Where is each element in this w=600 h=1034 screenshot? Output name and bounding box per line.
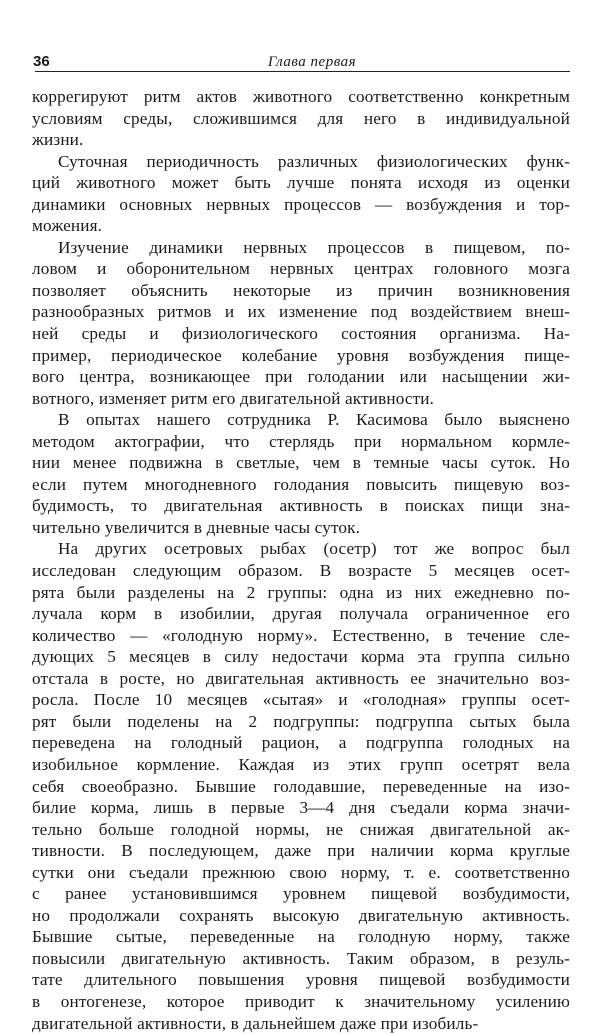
text-line: условиям среды, сложившимся для него в индивидуальной: [32, 108, 570, 128]
running-head: [33, 52, 571, 72]
text-line: дующих 5 месяцев в силу недостачи корма эта группа сильно: [32, 647, 570, 667]
text-line: повысили двигательную активность. Таким образом, в резуль-: [32, 948, 570, 968]
text-line: вого центра, возникающее при голодании или насыщении жи-: [32, 367, 570, 387]
paragraph: [32, 538, 570, 1034]
page-number: 36: [33, 53, 50, 70]
text-line: рята были разделены на 2 группы: одна из них ежедневно по-: [32, 582, 570, 602]
text-line: можения.: [32, 216, 103, 236]
text-line: тате длительного повышения уровня пищевой возбудимости: [32, 970, 570, 990]
text-line: нии менее подвижна в светлые, чем в темные часы суток. Но: [32, 453, 570, 473]
paragraph: [32, 237, 570, 409]
paragraph: [32, 409, 570, 538]
text-line: Изучение динамики нервных процессов в пищевом, по-: [58, 237, 570, 257]
text-line: исследован следующим образом. В возрасте 5 месяцев осет-: [32, 561, 570, 581]
text-line: пример, периодическое колебание уровня возбуждения пище-: [32, 345, 570, 365]
body-text: [32, 86, 570, 1034]
chapter-title: Глава первая: [267, 54, 357, 70]
text-line: жизни.: [32, 130, 84, 150]
paragraph: [32, 151, 570, 237]
text-line: вотного, изменяет ритм его двигательной активности.: [32, 388, 435, 408]
text-line: позволяет объяснить некоторые из причин возникновения: [32, 280, 570, 300]
text-line: методом актографии, что стерлядь при нормальном кормле-: [32, 431, 570, 451]
text-line: чительно увеличится в дневные часы суток.: [32, 517, 361, 537]
text-line: двигательной активности, в дальнейшем даже при изобиль-: [32, 1013, 479, 1033]
text-line: тивности. В последующем, даже при наличии корма круглые: [32, 841, 570, 861]
text-line: разнообразных ритмов и их изменение под воздействием внеш-: [32, 302, 570, 322]
text-line: себя своеобразно. Бывшие голодавшие, переведенные на изо-: [32, 776, 570, 796]
text-line: ловом и оборонительном нервных центрах головного мозга: [32, 259, 570, 279]
text-line: если путем многодневного голодания повысить пищевую воз-: [32, 474, 570, 494]
text-line: билие корма, лишь в первые 3—4 дня съедали корма значи-: [32, 798, 570, 818]
header-rule: [35, 71, 570, 72]
text-line: переведена на голодный рацион, а подгруппа голодных на: [32, 733, 570, 753]
text-line: В опытах нашего сотрудника Р. Касимова было выяснено: [58, 410, 570, 430]
text-line: На других осетровых рыбах (осетр) тот же вопрос был: [58, 539, 570, 559]
text-line: динамики основных нервных процессов — возбуждения и тор-: [32, 194, 570, 214]
text-line: Суточная периодичность различных физиологических функ-: [58, 151, 570, 171]
text-line: но продолжали сохранять высокую двигательную активность.: [32, 905, 570, 925]
text-line: коррегируют ритм актов животного соответственно конкретным: [32, 87, 570, 106]
text-line: в онтогенезе, которое приводит к значительному усилению: [32, 991, 570, 1011]
text-line: сутки они съедали прежнюю свою норму, т. е. соответственно: [32, 862, 570, 882]
text-line: лучала корм в изобилии, другая получала ограниченное его: [32, 604, 570, 624]
text-line: Бывшие сытые, переведенные на голодную норму, также: [32, 927, 570, 947]
text-line: с ранее установившимся уровнем пищевой возбудимости,: [32, 884, 570, 904]
text-line: ций животного может быть лучше понята исходя из оценки: [32, 173, 570, 193]
text-line: ней среды и физиологического состояния организма. На-: [32, 324, 570, 344]
text-line: отстала в росте, но двигательная активность ее значительно воз-: [32, 668, 570, 688]
paragraph: [32, 86, 570, 151]
text-line: будимость, то двигательная активность в поисках пищи зна-: [32, 496, 570, 516]
text-line: рят были поделены на 2 подгруппы: подгруппа сытых была: [32, 711, 570, 731]
text-line: росла. После 10 месяцев «сытая» и «голодная» группы осет-: [32, 690, 570, 710]
text-line: количество — «голодную норму». Естественно, в течение сле-: [32, 625, 570, 645]
text-line: изобильное кормление. Каждая из этих групп осетрят вела: [32, 754, 570, 774]
text-line: тельно больше голодной нормы, не снижая двигательной ак-: [32, 819, 570, 839]
